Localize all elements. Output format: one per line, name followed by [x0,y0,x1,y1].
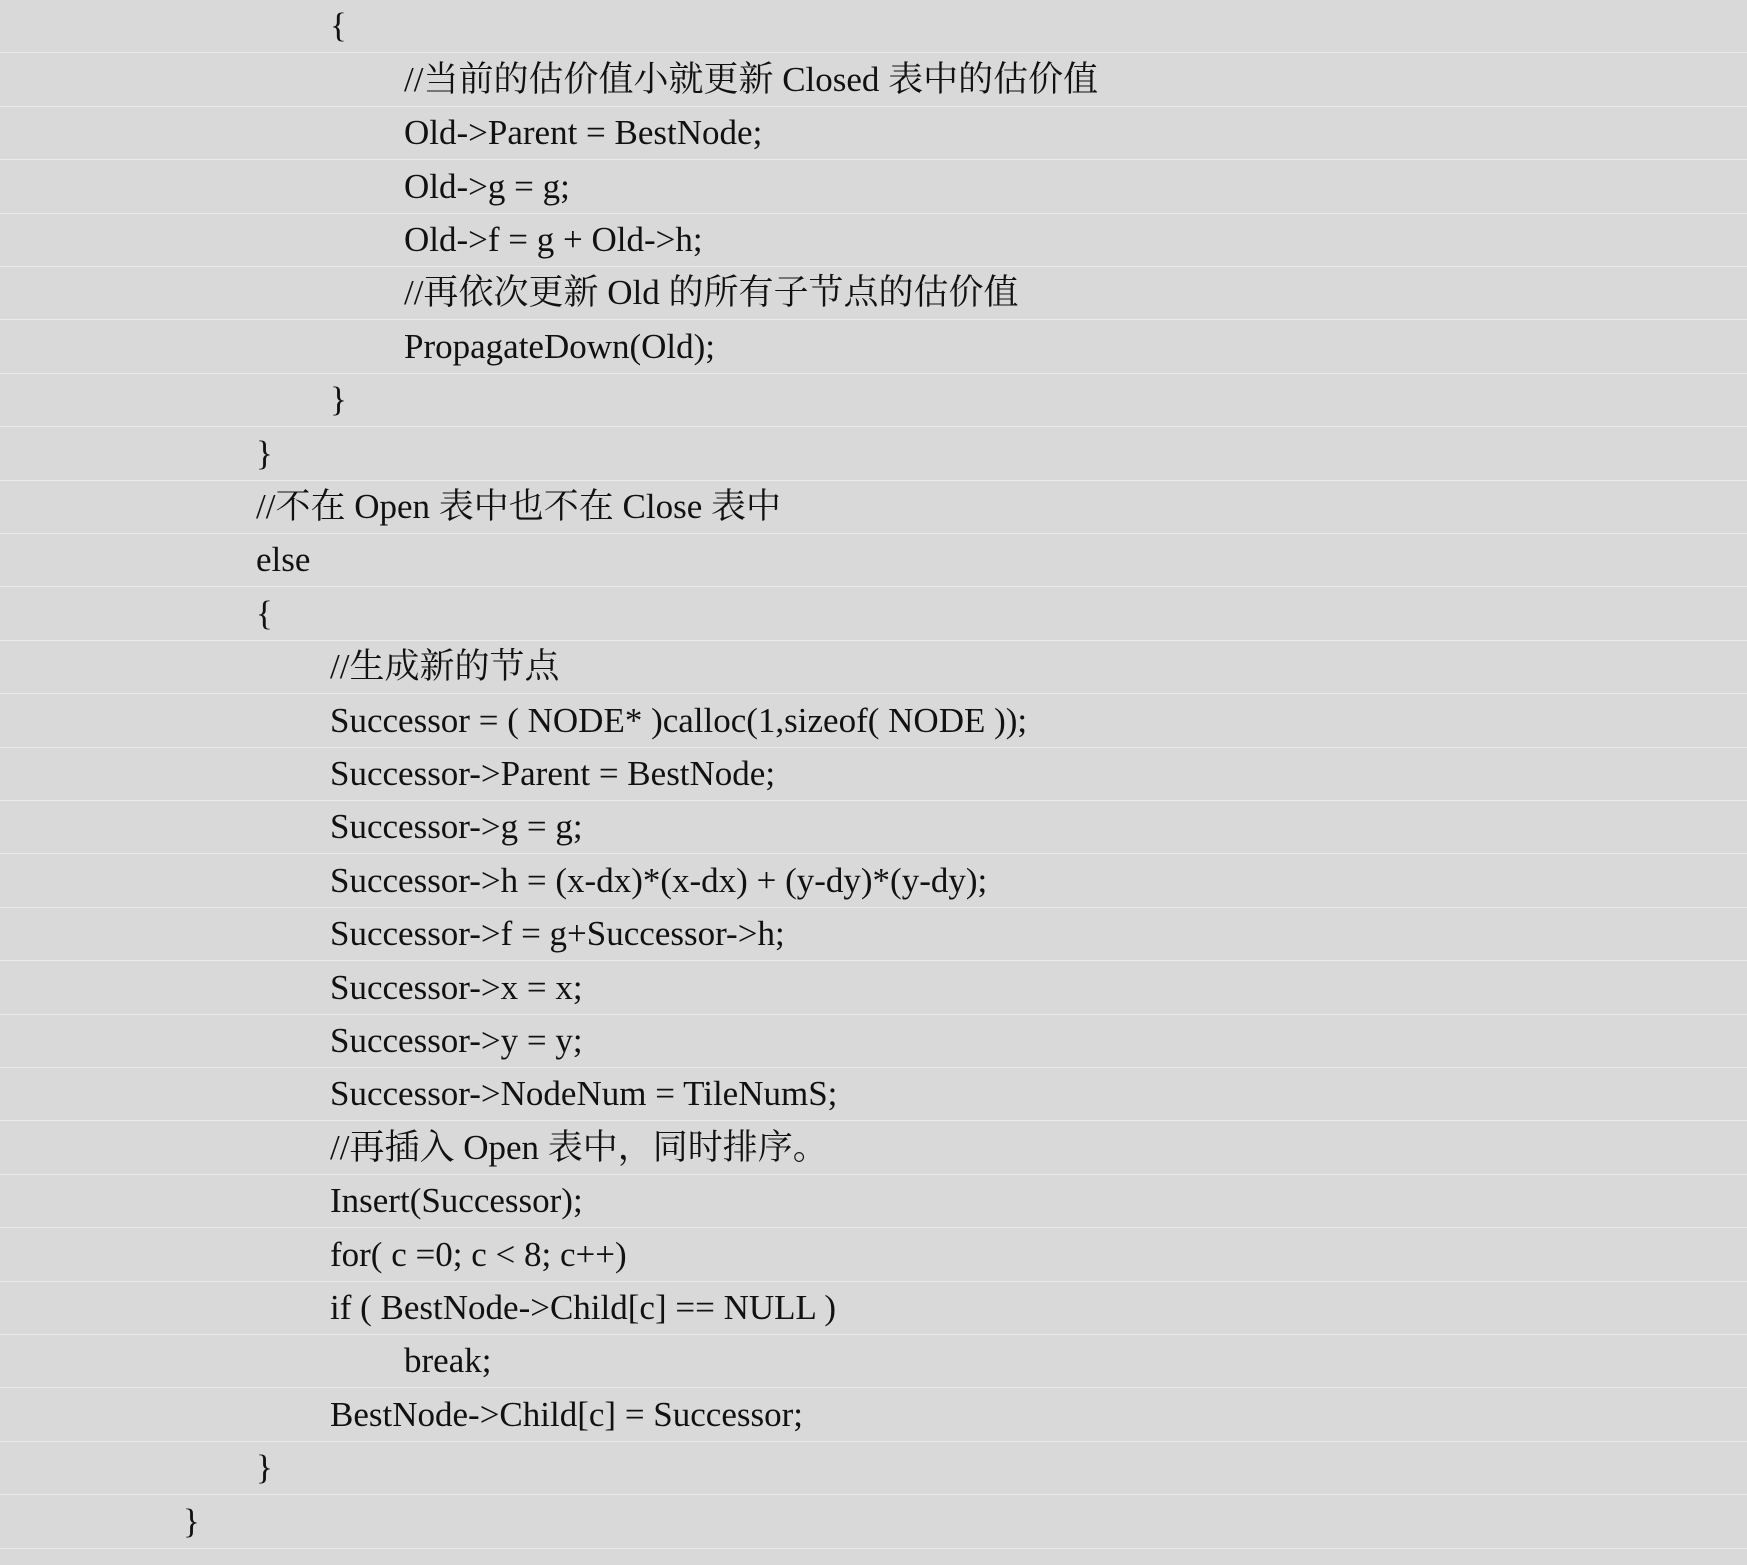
code-line [0,1121,1747,1174]
code-line [0,53,1747,106]
code-line-text: //当前的估价值小就更新 Closed 表中的估价值 [404,59,1099,99]
code-line [0,1068,1747,1121]
code-line [0,0,1747,53]
code-line-text: Old->Parent = BestNode; [404,113,763,153]
code-line-text: //不在 Open 表中也不在 Close 表中 [256,486,781,526]
code-line-text: } [183,1501,200,1541]
code-line [0,1388,1747,1441]
code-line [0,160,1747,213]
code-line [0,1228,1747,1281]
code-line-text: //生成新的节点 [330,647,560,687]
code-line [0,107,1747,160]
code-line-text: Successor->NodeNum = TileNumS; [330,1074,838,1114]
code-line-text: for( c =0; c < 8; c++) [330,1234,627,1274]
code-line [0,374,1747,427]
code-line [0,1015,1747,1068]
code-line-text: } [330,380,347,420]
code-line-text: Insert(Successor); [330,1181,583,1221]
code-line [0,908,1747,961]
code-line [0,427,1747,480]
code-line [0,1282,1747,1335]
code-line [0,1335,1747,1388]
code-line [0,694,1747,747]
code-line-text: { [330,6,347,46]
code-line [0,801,1747,854]
code-line-text: Old->f = g + Old->h; [404,219,703,259]
code-line-text: BestNode->Child[c] = Successor; [330,1394,803,1434]
code-line [0,641,1747,694]
code-line-text: PropagateDown(Old); [404,326,716,366]
code-line [0,748,1747,801]
code-line-text: break; [404,1341,492,1381]
code-line [0,854,1747,907]
code-line-text: { [256,593,273,633]
code-line [0,961,1747,1014]
code-line-text: Successor->Parent = BestNode; [330,753,776,793]
code-line-text: else [256,540,311,580]
code-line [0,214,1747,267]
code-line [0,267,1747,320]
code-line-text: Successor->f = g+Successor->h; [330,914,785,954]
code-line-text: Old->g = g; [404,166,570,206]
code-line [0,1175,1747,1228]
code-line-text: Successor->y = y; [330,1020,583,1060]
code-line-text: //再依次更新 Old 的所有子节点的估价值 [404,273,1019,313]
code-line-text: Successor->g = g; [330,807,583,847]
code-line [0,1495,1747,1548]
code-line-text: //再插入 Open 表中，同时排序。 [330,1127,828,1167]
code-line-text: } [256,433,273,473]
code-line [0,534,1747,587]
code-line-text: Successor->h = (x-dx)*(x-dx) + (y-dy)*(y-dy); [330,860,988,900]
code-line [0,1442,1747,1495]
code-line-text: Successor = ( NODE* )calloc(1,sizeof( NODE )); [330,700,1028,740]
code-line-text: Successor->x = x; [330,967,583,1007]
code-line [0,481,1747,534]
code-line-text: } [256,1448,273,1488]
code-line [0,320,1747,373]
code-line [0,587,1747,640]
code-line-text: if ( BestNode->Child[c] == NULL ) [330,1287,836,1327]
